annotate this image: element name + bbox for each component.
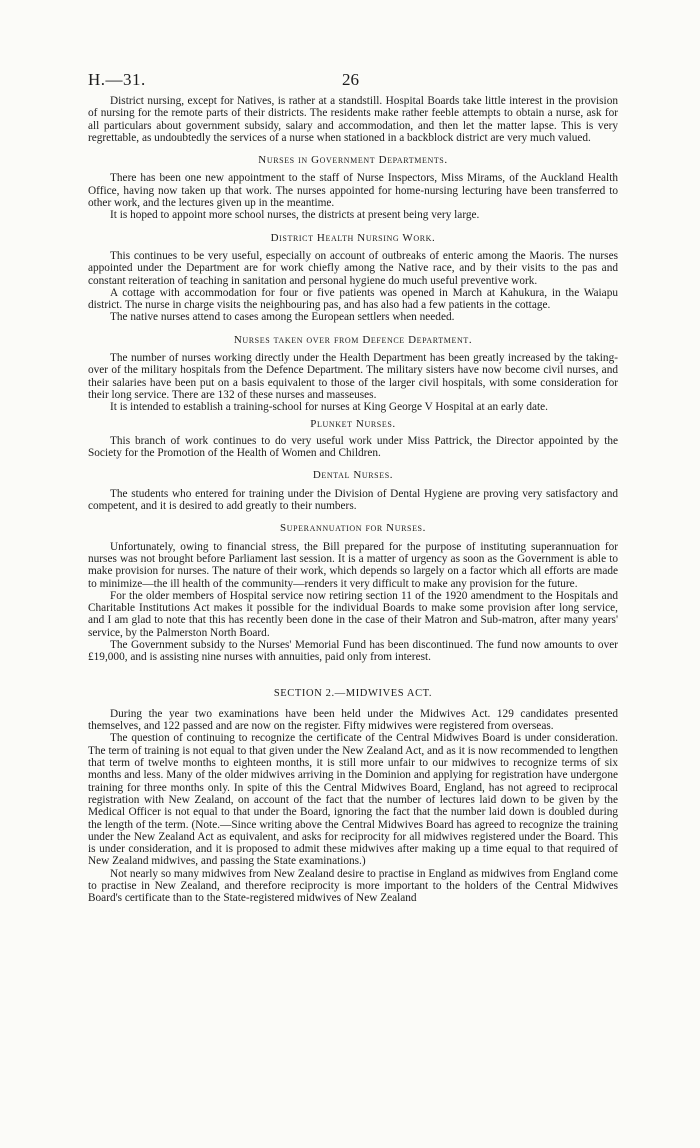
document-body [88,95,618,905]
paragraph: There has been one new appointment to the staff of Nurse Inspectors, Miss Mirams, of the Auckland Health Office, having now taken up that work. The nurses appointed for home-nursing lecturing have been transferred to other work, and the lectures given up in the meantime. [88,172,618,210]
section-heading: District Health Nursing Work. [270,231,436,244]
page-number: 26 [342,70,359,89]
paragraph: The question of continuing to recognize the certificate of the Central Midwives Board is under consideration. The term of training is not equal to that given under the New Zealand Act, and as it is now recommended to lengthen that term of twelve months to eighteen months, it is still more unfair to our midwives to recognize terms of six months and less. Many of the older midwives arriving in the Dominion and applying for registration have undergone training for three months only. In spite of this the Central Midwives Board, England, has not agreed to reciprocal registration with New Zealand, on account of the fact that the number of lectures laid down to be given by the Medical Officer is not equal to that under the Board, ignoring the fact that the number laid down is doubled during the length of the term. (Note.—Since writing above the Central Midwives Board has agreed to recognize the training under the New Zealand Act as equivalent, and asks for reciprocity for all midwives registered under the Board. This is under consideration, and it is proposed to admit these midwives after making up a time equal to that required of New Zealand midwives, and passing the State examinations.) [88,732,618,868]
section-heading: Nurses taken over from Defence Department. [233,333,473,346]
page-header [88,70,618,92]
paragraph: It is intended to establish a training-school for nurses at King George V Hospital at an early date. [110,401,548,414]
paragraph: District nursing, except for Natives, is rather at a standstill. Hospital Boards take little interest in the provision of nursing for the remote parts of their districts. The residents make rather feeble attempts to obtain a nurse, ask for all particulars about government subsidy, salary and accommodation, and then let the matter lapse. This is very regrettable, as undoubtedly the services of a nurse when stationed in a backblock district are very much valued. [88,95,618,144]
paragraph: Not nearly so many midwives from New Zealand desire to practise in England as midwives from England come to practise in New Zealand, and therefore reciprocity is more important to the holders of the Central Midwives Board's certificate than to the State-registered midwives of New Zealand [88,867,618,905]
paragraph: The number of nurses working directly under the Health Department has been greatly increased by the taking-over of the military hospitals from the Defence Department. The military sisters have now become civil nurses, and their salaries have been put on a basis equivalent to those of the larger civil hospitals, with some consideration for their long service. There are 132 of these nurses and masseuses. [88,352,618,401]
section-heading: Dental Nurses. [312,469,394,482]
paragraph: The students who entered for training under the Division of Dental Hygiene are proving very satisfactory and competent, and it is desired to add greatly to their numbers. [88,487,618,513]
section-heading: SECTION 2.—MIDWIVES ACT. [273,687,433,699]
paragraph: This continues to be very useful, especially on account of outbreaks of enteric among the Maoris. The nurses appointed under the Department are for work chiefly among the Native race, and by their visits to the pas and constant reiteration of teaching in sanitation and personal hygiene do much useful preventive work. [88,249,618,287]
paragraph: It is hoped to appoint more school nurses, the districts at present being very large. [110,209,480,222]
paragraph: For the older members of Hospital service now retiring section 11 of the 1920 amendment to the Hospitals and Charitable Institutions Act makes it possible for the individual Boards to make some provision after long service, and I am glad to note that this has recently been done in the case of their Matron and Sub-matron, after many years' service, by the Palmerston North Board. [88,589,618,639]
paragraph: This branch of work continues to do very useful work under Miss Pattrick, the Director appointed by the Society for the Promotion of the Health of Women and Children. [88,434,618,460]
paragraph: During the year two examinations have been held under the Midwives Act. 129 candidates presented themselves, and 122 passed and are now on the register. Fifty midwives were registered from overseas. [88,707,618,733]
document-reference: H.—31. [88,70,146,89]
paragraph: The Government subsidy to the Nurses' Memorial Fund has been discontinued. The fund now amounts to over £19,000, and is assisting nine nurses with annuities, paid only from interest. [88,638,618,664]
paragraph: Unfortunately, owing to financial stress, the Bill prepared for the purpose of instituting superannuation for nurses was not brought before Parliament last session. It is a matter of urgency as soon as the Government is able to make provision for nurses. The nature of their work, which depends so largely on a factor which all efforts are made to minimize—the ill health of the community—renders it very difficult to make any provision for the future. [88,540,618,590]
paragraph: A cottage with accommodation for four or five patients was opened in March at Kahukura, in the Waiapu district. The nurse in charge visits the neighbouring pas, and has also had a few patients in the cottage. [88,286,618,312]
section-heading: Plunket Nurses. [310,417,396,430]
section-heading: Nurses in Government Departments. [258,154,448,167]
paragraph: The native nurses attend to cases among the European settlers when needed. [110,311,455,324]
section-heading: Superannuation for Nurses. [280,522,426,535]
